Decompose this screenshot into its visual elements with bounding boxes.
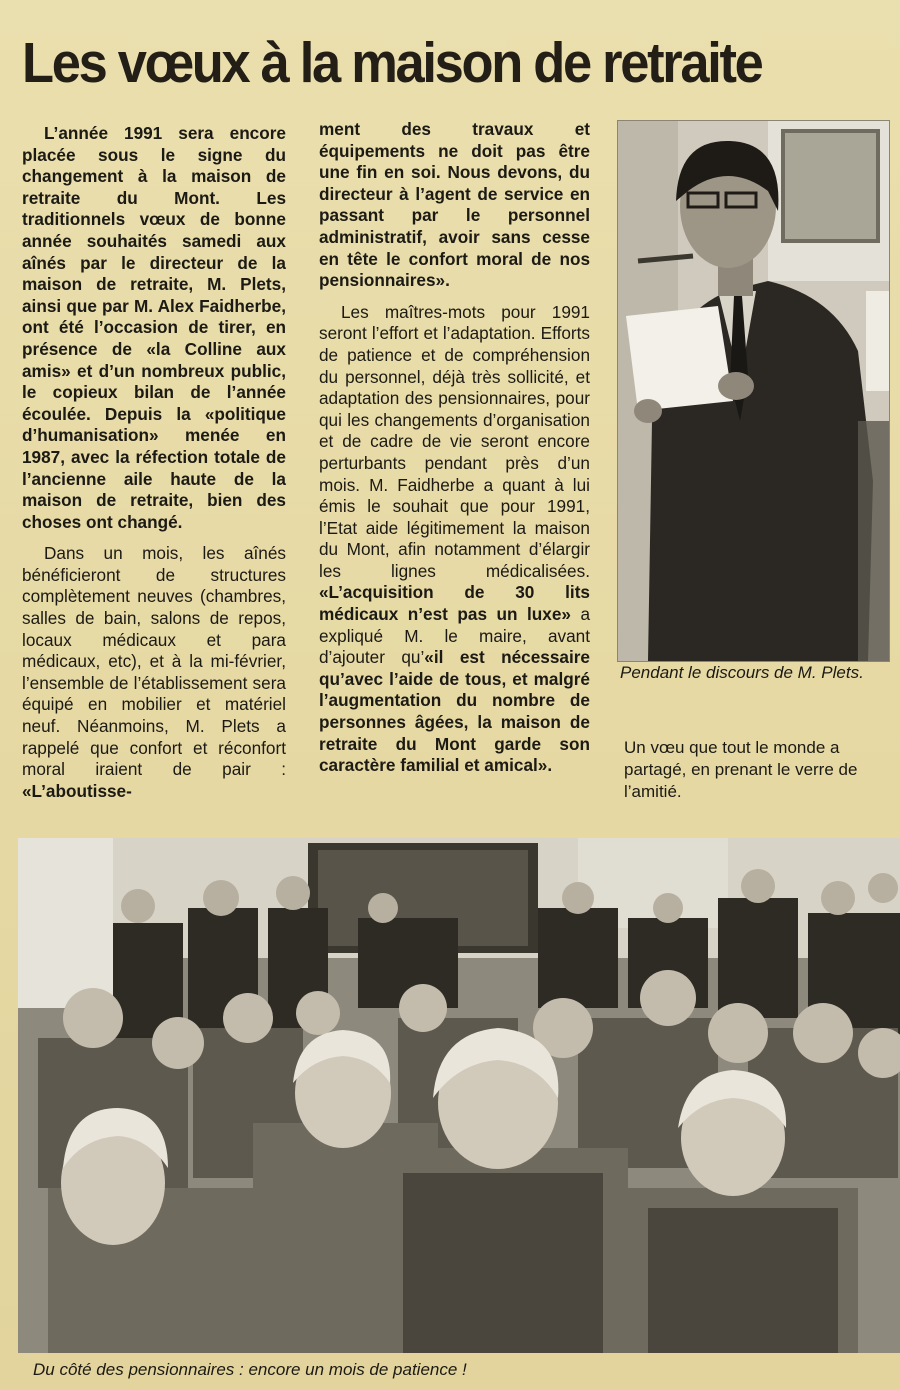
- side-note: Un vœu que tout le monde a partagé, en prenant le verre de l’amitié.: [624, 738, 858, 801]
- photo-residents: [18, 838, 900, 1353]
- quote-mayor: «il est nécessaire qu’avec l’aide de tous, et malgré l’augmentation du nombre de personnes âgées, la maison de retraite du Mont garde son caractère familial et amical».: [319, 647, 590, 776]
- mayor-text: a expliqué M. le maire, avant d’ajouter qu’: [319, 604, 590, 668]
- paragraph-keywords: [319, 302, 590, 777]
- headline: Les vœux à la maison de retraite: [22, 31, 762, 95]
- paragraph-structures-text: Dans un mois, les aînés bénéficieront de structures complètement neuves (chambres, salles de bain, salons de repos, locaux médicaux et para médicaux, etc), et à la mi-février, l’ensemble de l’établissement sera équipé en mobilier et matériel neuf. Néanmoins, M. Plets a rappelé que confort et réconfort moral iraient de pair :: [22, 543, 286, 780]
- photo-residents-image: [18, 838, 900, 1353]
- photo-speech: [617, 120, 890, 662]
- quote-continuation: ment des travaux et équipements ne doit pas être une fin en soi. Nous devons, du directeur à l’agent de service en passant par le personnel administratif, avoir sans cesse en tête le confort moral de nos pensionnaires».: [319, 119, 590, 291]
- quote-beds: «L’acquisition de 30 lits médicaux n’est pas un luxe»: [319, 582, 590, 625]
- paragraph-intro: L’année 1991 sera encore placée sous le signe du changement à la maison de retraite du Mont. Les traditionnels vœux de bonne année souhaités samedi aux aînés par le directeur de la maison de retraite, M. Plets, ainsi que par M. Alex Faidherbe, ont été l’occasion de tirer, en présence de «la Colline aux amis» et d’un nombreux public, le copieux bilan de l’année écoulée. Depuis la «politique d’humanisation» menée en 1987, avec la réfection totale de l’ancienne aile haute de la maison de retraite, bien des choses ont changé.: [22, 123, 286, 532]
- paragraph-keywords-text: Les maîtres-mots pour 1991 seront l’effort et l’adaptation. Efforts de patience et de compréhension du personnel, déjà très sollicité, et adaptation des pensionnaires, pour qui les changements d’organisation et de cadre de vie seront encore perturbants pendant près d’un mois. M. Faidherbe a quant à lui émis le souhait que pour 1991, l’Etat aide légitimement la maison du Mont, afin notamment d’élargir les lignes médicalisées.: [319, 301, 590, 581]
- photo-residents-caption: Du côté des pensionnaires : encore un mois de patience !: [33, 1360, 467, 1379]
- article-column-1: [22, 123, 286, 802]
- article-column-2: [319, 119, 590, 777]
- quote-start: «L’aboutisse-: [22, 780, 132, 801]
- paragraph-structures: [22, 543, 286, 802]
- photo-speech-caption: Pendant le discours de M. Plets.: [620, 663, 864, 682]
- photo-speech-image: [618, 121, 889, 661]
